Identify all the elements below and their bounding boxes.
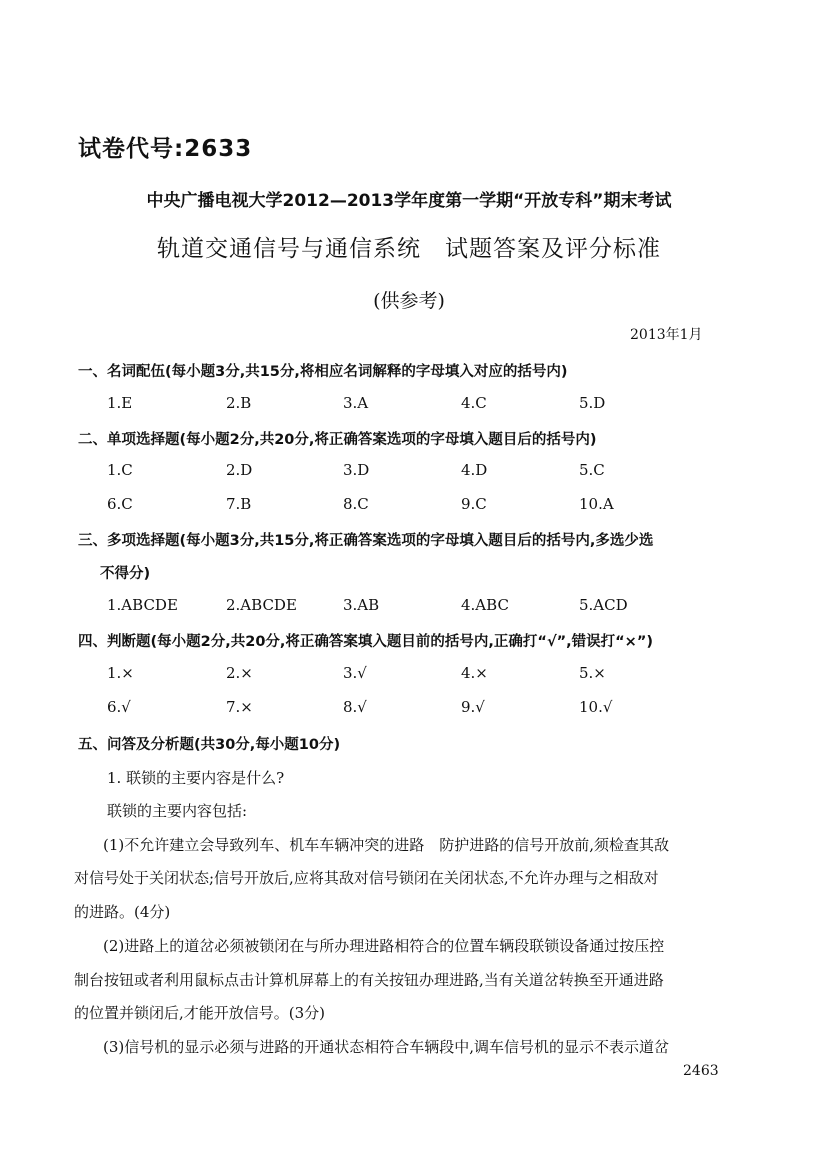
answer: 6.√	[107, 698, 131, 716]
answer: 9.√	[461, 698, 485, 716]
section3-heading-cont: 不得分)	[100, 566, 151, 582]
answer-paragraph-line: 制台按钮或者利用鼠标点击计算机屏幕上的有关按钮办理进路,当有关道岔转换至开通进路	[74, 971, 664, 989]
answer: 1.C	[107, 461, 133, 479]
answer: 10.√	[579, 698, 613, 716]
section2-heading: 二、单项选择题(每小题2分,共20分,将正确答案选项的字母填入题目后的括号内)	[78, 432, 597, 448]
exam-date: 2013年1月	[630, 327, 703, 343]
answer: 4.C	[461, 394, 487, 412]
university-line: 中央广播电视大学2012—2013学年度第一学期“开放专科”期末考试	[146, 191, 672, 211]
answer: 3.√	[343, 664, 367, 682]
answer: 5.C	[579, 461, 605, 479]
answer: 8.C	[343, 495, 369, 513]
answer-paragraph-line: 对信号处于关闭状态;信号开放后,应将其敌对信号锁闭在关闭状态,不允许办理与之相敌对	[74, 869, 659, 887]
section5-heading: 五、问答及分析题(共30分,每小题10分)	[78, 737, 341, 753]
answer: 1.×	[107, 664, 134, 682]
answer-paragraph-line: (1)不允许建立会导致列车、机车车辆冲突的进路 防护进路的信号开放前,须检查其敌	[103, 836, 670, 854]
answer: 5.×	[579, 664, 606, 682]
answer-paragraph-line: (3)信号机的显示必须与进路的开通状态相符合车辆段中,调车信号机的显示不表示道岔	[103, 1038, 670, 1056]
answer: 5.ACD	[579, 596, 628, 614]
exam-code: 试卷代号:2633	[78, 136, 253, 162]
answer: 4.ABC	[461, 596, 509, 614]
answer: 4.×	[461, 664, 488, 682]
page-title: 轨道交通信号与通信系统 试题答案及评分标准	[157, 236, 661, 262]
answer-paragraph-line: 的进路。(4分)	[74, 903, 171, 921]
answer: 2.ABCDE	[226, 596, 297, 614]
answer: 5.D	[579, 394, 606, 412]
answer: 4.D	[461, 461, 488, 479]
answer: 1.ABCDE	[107, 596, 178, 614]
reference-note: (供参考)	[373, 290, 445, 312]
answer: 9.C	[461, 495, 487, 513]
answer: 2.D	[226, 461, 253, 479]
section1-heading: 一、名词配伍(每小题3分,共15分,将相应名词解释的字母填入对应的括号内)	[78, 364, 568, 380]
page-number: 2463	[683, 1063, 719, 1079]
answer: 10.A	[579, 495, 614, 513]
answer: 7.B	[226, 495, 252, 513]
answer: 3.A	[343, 394, 369, 412]
answer-intro: 联锁的主要内容包括:	[107, 802, 248, 820]
answer: 2.×	[226, 664, 253, 682]
answer-paragraph-line: (2)进路上的道岔必须被锁闭在与所办理进路相符合的位置车辆段联锁设备通过按压控	[103, 937, 665, 955]
answer: 8.√	[343, 698, 367, 716]
section4-heading: 四、判断题(每小题2分,共20分,将正确答案填入题目前的括号内,正确打“√”,错误打“×”)	[78, 634, 653, 650]
answer: 1.E	[107, 394, 133, 412]
answer: 3.D	[343, 461, 370, 479]
answer: 2.B	[226, 394, 252, 412]
answer-paragraph-line: 的位置并锁闭后,才能开放信号。(3分)	[74, 1004, 326, 1022]
question-1: 1. 联锁的主要内容是什么?	[107, 769, 285, 787]
answer: 6.C	[107, 495, 133, 513]
answer: 3.AB	[343, 596, 380, 614]
section3-heading: 三、多项选择题(每小题3分,共15分,将正确答案选项的字母填入题目后的括号内,多选少选	[78, 533, 654, 549]
answer: 7.×	[226, 698, 253, 716]
